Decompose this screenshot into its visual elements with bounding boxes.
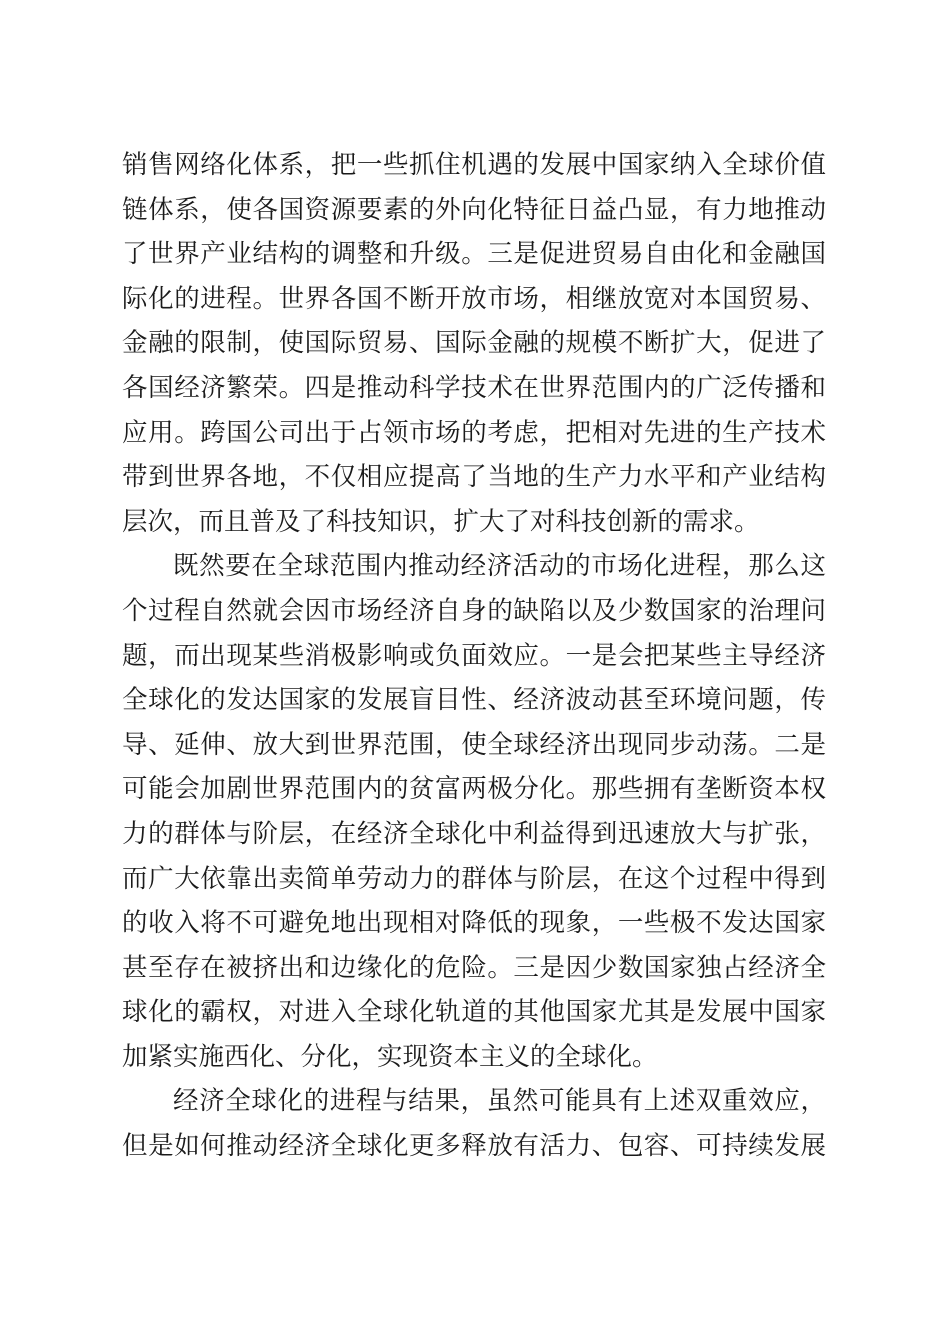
text-line: 销售网络化体系，把一些抓住机遇的发展中国家纳入全球价值 — [122, 150, 826, 180]
text-line: 全球化的发达国家的发展盲目性、经济波动甚至环境问题，传 — [122, 685, 826, 716]
text-line: 应用。跨国公司出于占领市场的考虑，把相对先进的生产技术 — [122, 417, 826, 448]
text-line: 带到世界各地，不仅相应提高了当地的生产力水平和产业结构 — [122, 462, 826, 493]
text-line: 而广大依靠出卖简单劳动力的群体与阶层，在这个过程中得到 — [122, 863, 826, 894]
paragraph-negative-effects — [122, 544, 826, 1079]
text-line: 但是如何推动经济全球化更多释放有活力、包容、可持续发展 — [122, 1131, 826, 1162]
text-line: 个过程自然就会因市场经济自身的缺陷以及少数国家的治理问 — [122, 595, 826, 626]
text-line: 际化的进程。世界各国不断开放市场，相继放宽对本国贸易、 — [122, 283, 826, 314]
text-line: 层次，而且普及了科技知识，扩大了对科技创新的需求。 — [122, 506, 760, 537]
text-line: 的收入将不可避免地出现相对降低的现象，一些极不发达国家 — [122, 908, 826, 939]
paragraph-dual-effects — [122, 1079, 826, 1168]
body-text — [122, 143, 826, 1169]
text-line: 经济全球化的进程与结果，虽然可能具有上述双重效应， — [173, 1086, 826, 1117]
text-line: 各国经济繁荣。四是推动科学技术在世界范围内的广泛传播和 — [122, 372, 826, 403]
text-line: 题，而出现某些消极影响或负面效应。一是会把某些主导经济 — [122, 640, 826, 671]
text-line: 金融的限制，使国际贸易、国际金融的规模不断扩大，促进了 — [122, 328, 826, 359]
text-line: 了世界产业结构的调整和升级。三是促进贸易自由化和金融国 — [122, 239, 826, 270]
paragraph-continuation — [122, 143, 826, 544]
text-line: 力的群体与阶层，在经济全球化中利益得到迅速放大与扩张， — [122, 818, 826, 849]
text-line: 既然要在全球范围内推动经济活动的市场化进程，那么这 — [173, 551, 826, 582]
text-line: 链体系，使各国资源要素的外向化特征日益凸显，有力地推动 — [122, 194, 826, 225]
text-line: 可能会加剧世界范围内的贫富两极分化。那些拥有垄断资本权 — [122, 774, 826, 805]
text-line: 导、延伸、放大到世界范围，使全球经济出现同步动荡。二是 — [122, 729, 826, 760]
text-line: 加紧实施西化、分化，实现资本主义的全球化。 — [122, 1041, 658, 1072]
text-line: 球化的霸权，对进入全球化轨道的其他国家尤其是发展中国家 — [122, 997, 826, 1028]
text-line: 甚至存在被挤出和边缘化的危险。三是因少数国家独占经济全 — [122, 952, 826, 983]
